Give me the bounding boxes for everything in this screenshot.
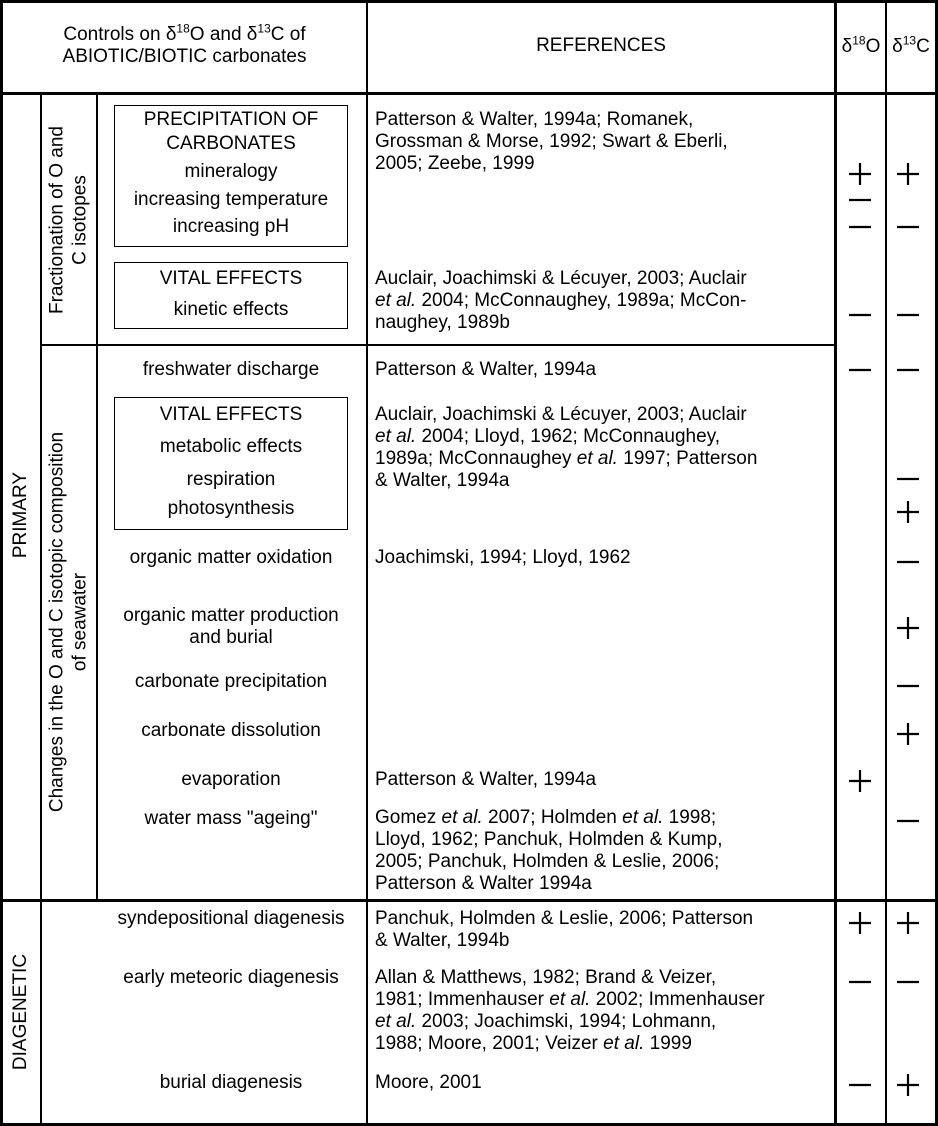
references-vital-kinetic: Auclair, Joachimski & Lécuyer, 2003; Auclair et al. 2004; McConnaughey, 1989a; McCon- naughey, 1989b — [375, 268, 747, 333]
minus-sign-d18o-freshwater — [845, 355, 875, 385]
control-label-early-meteoric-0: early meteoric diagenesis — [123, 967, 339, 988]
diagenetic-label: DIAGENETIC — [9, 953, 31, 1071]
references-vital-metabolic: Auclair, Joachimski & Lécuyer, 2003; Auclair et al. 2004; Lloyd, 1962; McConnaughey, 1989a; McConnaughey et al. 1997; Patterson & Walter, 1994a — [375, 404, 758, 491]
control-label-carb-dissolution-0: carbonate dissolution — [141, 720, 321, 741]
references-ageing: Gomez et al. 2007; Holmden et al. 1998; Lloyd, 1962; Panchuk, Holmden & Kump, 2005; Panchuk, Holmden & Leslie, 2006; Patterson & Walter 1994a — [375, 807, 723, 894]
plus-sign-d13c-burial — [893, 1070, 923, 1100]
references-burial: Moore, 2001 — [375, 1072, 482, 1093]
controls-header-line2: ABIOTIC/BIOTIC carbonates — [62, 46, 307, 67]
references-precipitation: Patterson & Walter, 1994a; Romanek, Grossman & Morse, 1992; Swart & Eberli, 2005; Zeebe, 1999 — [375, 109, 728, 174]
control-label-vital-kinetic-1: kinetic effects — [173, 299, 289, 320]
control-label-evaporation-0: evaporation — [181, 769, 281, 790]
plus-sign-d18o-syndepositional — [845, 908, 875, 938]
minus-sign-d13c-ageing — [893, 806, 923, 836]
references-header: REFERENCES — [536, 35, 666, 56]
control-label-vital-metabolic-1: metabolic effects — [159, 436, 303, 457]
minus-sign-d13c-om-oxidation — [893, 547, 923, 577]
minus-sign-d18o-vital-kinetic — [845, 300, 875, 330]
control-label-om-oxidation-0: organic matter oxidation — [129, 547, 333, 568]
table-border-top — [0, 0, 938, 3]
control-label-vital-metabolic-0: VITAL EFFECTS — [159, 404, 303, 425]
control-label-vital-metabolic-3: photosynthesis — [167, 498, 295, 519]
category-column-divider — [40, 95, 42, 1126]
control-label-vital-kinetic-0: VITAL EFFECTS — [159, 268, 303, 289]
diagenetic-section-divider — [0, 899, 938, 902]
minus-sign-d13c-early-meteoric — [893, 967, 923, 997]
minus-sign-d13c-vital-metabolic — [893, 464, 923, 494]
control-label-carb-precipitation-0: carbonate precipitation — [134, 671, 328, 692]
d13c-column-divider — [885, 0, 887, 1126]
controls-header — [3, 21, 366, 68]
control-label-syndepositional-0: syndepositional diagenesis — [117, 908, 345, 929]
minus-sign-d18o-precipitation — [845, 212, 875, 242]
references-column-divider — [366, 0, 368, 1126]
control-label-precipitation-0: PRECIPITATION OF — [143, 109, 319, 130]
changes-seawater-label: Changes in the O and C isotopic composition of seawater — [46, 431, 90, 813]
header-divider — [0, 92, 938, 95]
references-early-meteoric: Allan & Matthews, 1982; Brand & Veizer, 1981; Immenhauser et al. 2002; Immenhauser et al. 2003; Joachimski, 1994; Lohmann, 1988; Moore, 2001; Veizer et al. 1999 — [375, 967, 765, 1054]
control-label-freshwater-0: freshwater discharge — [142, 359, 320, 380]
minus-sign-d13c-freshwater — [893, 355, 923, 385]
control-label-precipitation-1: CARBONATES — [166, 133, 296, 154]
plus-sign-d13c-vital-metabolic — [893, 497, 923, 527]
references-freshwater: Patterson & Walter, 1994a — [375, 359, 597, 380]
plus-sign-d13c-carb-dissolution — [893, 719, 923, 749]
plus-sign-d13c-precipitation — [893, 159, 923, 189]
control-label-vital-metabolic-2: respiration — [186, 469, 276, 490]
minus-sign-d18o-burial — [845, 1070, 875, 1100]
control-label-precipitation-2: mineralogy — [184, 161, 278, 182]
minus-sign-d13c-vital-kinetic — [893, 300, 923, 330]
plus-sign-d13c-syndepositional — [893, 908, 923, 938]
references-syndepositional: Panchuk, Holmden & Leslie, 2006; Patterson & Walter, 1994b — [375, 908, 754, 951]
fractionation-label: Fractionation of O and C isotopes — [46, 126, 90, 314]
control-label-precipitation-4: increasing pH — [172, 216, 290, 237]
control-label-om-production-0: organic matter production — [123, 605, 339, 626]
control-label-precipitation-3: increasing temperature — [133, 189, 329, 210]
minus-sign-d18o-precipitation — [845, 185, 875, 215]
references-om-oxidation: Joachimski, 1994; Lloyd, 1962 — [375, 547, 631, 568]
primary-label: PRIMARY — [9, 471, 31, 559]
plus-sign-d18o-evaporation — [845, 766, 875, 796]
control-label-om-production-1: and burial — [189, 627, 273, 648]
control-label-ageing-0: water mass "ageing" — [144, 808, 318, 829]
minus-sign-d13c-precipitation — [893, 212, 923, 242]
plus-sign-d13c-om-production — [893, 613, 923, 643]
d18o-header: $\delta^{18}O$ — [841, 33, 881, 57]
minus-sign-d18o-early-meteoric — [845, 967, 875, 997]
references-evaporation: Patterson & Walter, 1994a — [375, 769, 597, 790]
d13c-header: $\delta^{13}C$ — [892, 33, 930, 57]
table-border-left — [0, 0, 3, 1126]
fractionation-section-divider — [40, 344, 835, 346]
control-label-burial-0: burial diagenesis — [159, 1072, 303, 1093]
controls-header-line1: Controls on $\delta^{18}O$ and $\delta^{13}C$ of — [63, 21, 306, 45]
minus-sign-d13c-carb-precipitation — [893, 671, 923, 701]
d18o-column-divider — [834, 0, 837, 1126]
